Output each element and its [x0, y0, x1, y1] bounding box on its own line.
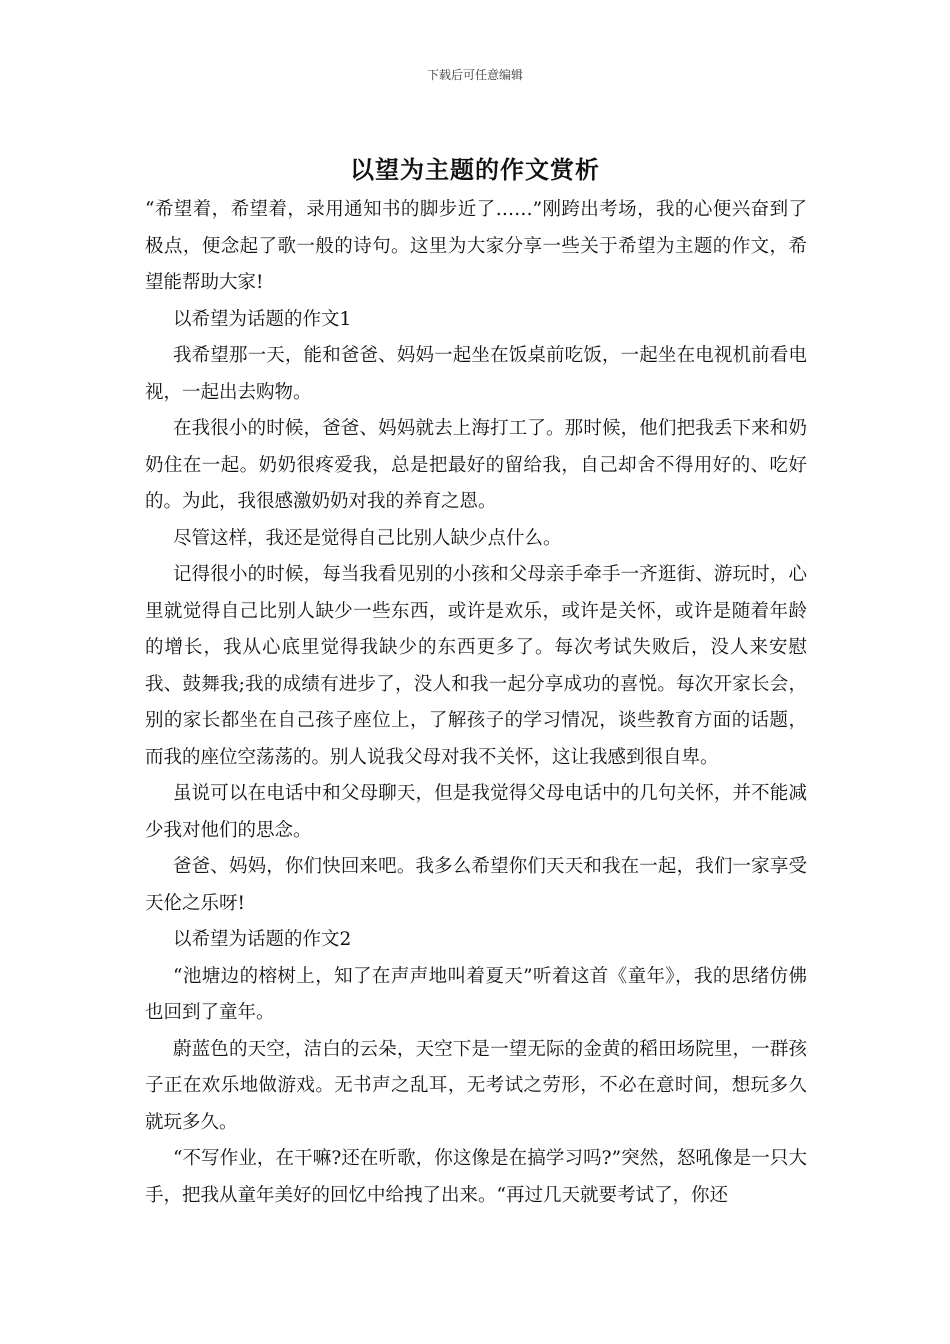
section-heading-essay-2: 以希望为话题的作文2	[173, 929, 352, 950]
paragraph: 虽说可以在电话中和父母聊天，但是我觉得父母电话中的几句关怀，并不能减少我对他们的思念。	[145, 783, 807, 841]
page-header-note: 下载后可任意编辑	[426, 68, 523, 82]
paragraph: 尽管这样，我还是觉得自己比别人缺少点什么。	[173, 527, 562, 549]
paragraph: 蔚蓝色的天空，洁白的云朵，天空下是一望无际的金黄的稻田场院里，一群孩子正在欢乐地做游戏。无书声之乱耳，无考试之劳形，不必在意时间，想玩多久就玩多久。	[145, 1038, 807, 1133]
paragraph: 在我很小的时候，爸爸、妈妈就去上海打工了。那时候，他们把我丢下来和奶奶住在一起。奶奶很疼爱我，总是把最好的留给我，自己却舍不得用好的、吃好的。为此，我很感激奶奶对我的养育之恩。	[145, 418, 807, 512]
paragraph: “池塘边的榕树上，知了在声声地叫着夏天”听着这首《童年》，我的思绪仿佛也回到了童年。	[145, 965, 807, 1023]
paragraph: “不写作业，在干嘛?还在听歌，你这像是在搞学习吗?”突然，怒吼像是一只大手，把我从童年美好的回忆中给拽了出来。“再过几天就要考试了，你还	[145, 1148, 807, 1206]
document-title: 以望为主题的作文赏析	[350, 156, 600, 184]
paragraph: 我希望那一天，能和爸爸、妈妈一起坐在饭桌前吃饭，一起坐在电视机前看电视，一起出去购物。	[145, 345, 807, 403]
section-heading-essay-1: 以希望为话题的作文1	[173, 308, 352, 330]
paragraph-intro: “希望着，希望着，录用通知书的脚步近了……”刚跨出考场，我的心便兴奋到了极点，便念起了歌一般的诗句。这里为大家分享一些关于希望为主题的作文，希望能帮助大家!	[145, 199, 807, 293]
paragraph: 爸爸、妈妈，你们快回来吧。我多么希望你们天天和我在一起，我们一家享受天伦之乐呀!	[145, 856, 807, 914]
document-body	[145, 192, 807, 1214]
paragraph: 记得很小的时候，每当我看见别的小孩和父母亲手牵手一齐逛街、游玩时，心里就觉得自己比别人缺少一些东西，或许是欢乐，或许是关怀，或许是随着年龄的增长，我从心底里觉得我缺少的东西更多了。每次考试失败后，没人来安慰我、鼓舞我;我的成绩有进步了，没人和我一起分享成功的喜悦。每次开家长会，别的家长都坐在自己孩子座位上，了解孩子的学习情况，谈些教育方面的话题，而我的座位空荡荡的。别人说我父母对我不关怀，这让我感到很自卑。	[145, 564, 807, 768]
